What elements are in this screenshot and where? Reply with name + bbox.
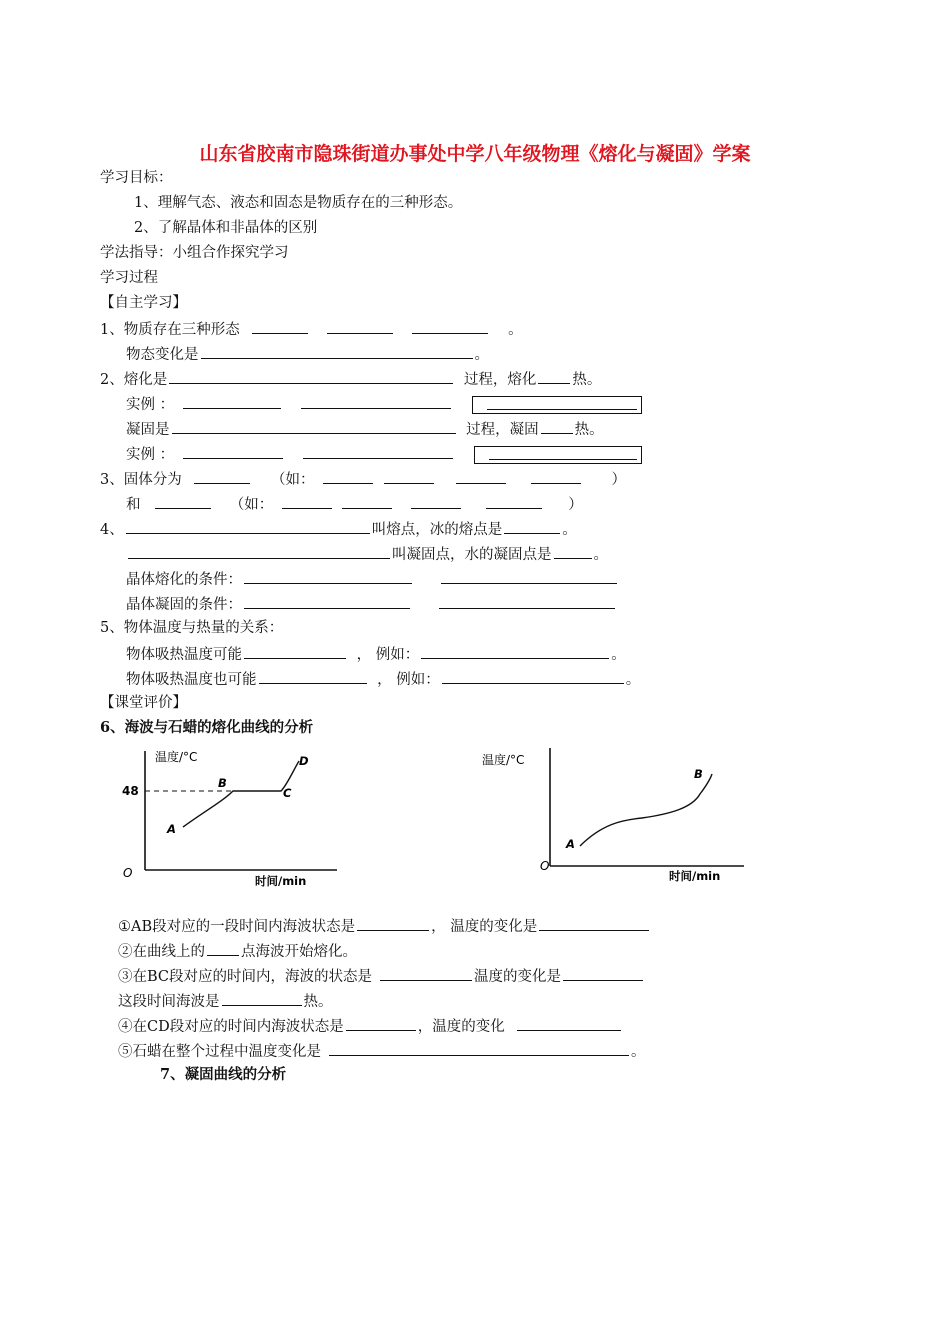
- origin-label: O: [123, 866, 133, 880]
- q1-line2-label: 物态变化是: [126, 347, 199, 363]
- q3-and: 和: [126, 497, 141, 513]
- answer-blank[interactable]: [346, 1015, 416, 1031]
- answer-blank[interactable]: [563, 965, 643, 981]
- q2-solid-label: 凝固是: [126, 422, 170, 438]
- q6-item-3b: [118, 990, 333, 1010]
- q6-item-2-tail: 点海波开始熔化。: [241, 944, 357, 960]
- q5-l2-eg: ， 例如：: [377, 672, 440, 688]
- answer-blank[interactable]: [342, 493, 392, 509]
- answer-blank[interactable]: [538, 368, 570, 384]
- answer-blank[interactable]: [411, 493, 461, 509]
- answer-box[interactable]: [472, 396, 642, 414]
- answer-blank[interactable]: [421, 643, 609, 659]
- answer-blank[interactable]: [554, 543, 592, 559]
- answer-blank[interactable]: [442, 668, 624, 684]
- answer-blank[interactable]: [244, 643, 346, 659]
- q2-melt-line: [100, 368, 601, 388]
- q4-fp-end: 。: [593, 547, 608, 563]
- answer-blank[interactable]: [207, 940, 239, 956]
- answer-blank[interactable]: [357, 915, 429, 931]
- answer-blank[interactable]: [183, 443, 283, 459]
- point-label-c: C: [283, 786, 292, 800]
- q4-cond-solid: [126, 593, 617, 613]
- q4-line2: [126, 543, 608, 563]
- hypo-melting-chart: [115, 745, 355, 890]
- self-study-heading: 【自主学习】: [100, 295, 187, 311]
- q4-cond-melt: [126, 568, 619, 588]
- q4-fp: 叫凝固点，水的凝固点是: [392, 547, 552, 563]
- q2-solid-example: [126, 443, 642, 463]
- q6-item-5-text: ⑤石蜡在整个过程中温度变化是: [118, 1044, 321, 1060]
- answer-blank[interactable]: [380, 965, 472, 981]
- q6-item-1-tail: ， 温度的变化是: [431, 919, 538, 935]
- q6-item-2: [118, 940, 357, 960]
- answer-blank[interactable]: [384, 468, 434, 484]
- point-label-a: A: [566, 837, 575, 851]
- answer-blank[interactable]: [303, 443, 453, 459]
- q2-melt-heat: 热。: [572, 372, 602, 388]
- paraffin-melting-chart: [482, 742, 757, 887]
- q5-text: 5、物体温度与热量的关系：: [100, 620, 284, 636]
- answer-blank[interactable]: [539, 915, 649, 931]
- answer-blank[interactable]: [456, 468, 506, 484]
- objective-2: 2、了解晶体和非晶体的区别: [134, 220, 318, 236]
- example-label: 实例 ：: [126, 447, 175, 463]
- objective-1: 1、理解气态、液态和固态是物质存在的三种形态。: [134, 195, 463, 211]
- q2-solid-heat: 热。: [574, 422, 604, 438]
- q6-item-1-text: ①AB段对应的一段时间内海波状态是: [118, 919, 356, 935]
- point-label-a: A: [167, 822, 176, 836]
- q3-eg: （如：: [270, 472, 315, 488]
- answer-blank[interactable]: [412, 318, 488, 334]
- q5-line2: [126, 668, 640, 688]
- q6-item-3-text: ③在BC段对应的时间内，海波的状态是: [118, 969, 373, 985]
- q6-item-1: [118, 915, 651, 935]
- q6-item-4: [118, 1015, 623, 1035]
- q2-melt-example: [126, 393, 642, 413]
- q6-title: 6、海波与石蜡的熔化曲线的分析: [100, 719, 314, 736]
- q1-line2-end: 。: [474, 347, 489, 363]
- answer-box[interactable]: [474, 446, 642, 464]
- page-title: 山东省胶南市隐珠街道办事处中学八年级物理《熔化与凝固》学案: [199, 143, 751, 165]
- answer-blank[interactable]: [201, 343, 473, 359]
- q4-mp: 叫熔点，冰的熔点是: [371, 522, 503, 538]
- answer-blank[interactable]: [155, 493, 211, 509]
- q5-l1-eg: ， 例如：: [356, 647, 420, 663]
- answer-blank[interactable]: [259, 668, 367, 684]
- answer-blank[interactable]: [194, 468, 250, 484]
- q6-item-4-tail: ，温度的变化: [417, 1019, 505, 1035]
- x-axis-label: 时间/min: [669, 869, 721, 883]
- x-axis-label: 时间/min: [255, 874, 307, 888]
- q2-melt-tail: 过程，熔化: [463, 372, 537, 388]
- answer-blank[interactable]: [128, 543, 390, 559]
- q5-l2: 物体吸热温度也可能: [126, 672, 257, 688]
- cond-solid-label: 晶体凝固的条件：: [126, 597, 242, 613]
- hypo-curve: [183, 761, 299, 827]
- q3-close: ）: [568, 497, 583, 513]
- q3-close: ）: [611, 472, 626, 488]
- q5-line1: [126, 643, 626, 663]
- answer-blank[interactable]: [244, 568, 412, 584]
- q6-item-2-text: ②在曲线上的: [118, 944, 205, 960]
- q1-end: 。: [508, 322, 523, 338]
- answer-blank[interactable]: [222, 990, 302, 1006]
- cond-melt-label: 晶体熔化的条件：: [126, 572, 242, 588]
- answer-blank[interactable]: [441, 568, 617, 584]
- answer-blank[interactable]: [172, 418, 456, 434]
- q5-l1-end: 。: [611, 647, 626, 663]
- q6-item-5: [118, 1040, 646, 1060]
- answer-blank[interactable]: [169, 368, 453, 384]
- q3-line2: [126, 493, 583, 513]
- answer-blank[interactable]: [541, 418, 573, 434]
- point-label-d: D: [299, 754, 309, 768]
- q6-item-5-end: 。: [631, 1044, 646, 1060]
- q4-line1: 4、 叫熔点，冰的熔点是 。: [100, 518, 577, 538]
- q1-line2: [126, 343, 489, 363]
- answer-blank[interactable]: [323, 468, 373, 484]
- objectives-heading: 学习目标：: [100, 170, 173, 186]
- q2-melt-label: 2、熔化是: [100, 372, 168, 388]
- y-axis-label: 温度/°C: [155, 750, 198, 764]
- example-label: 实例 ：: [126, 397, 175, 413]
- q6-item-3b-text: 这段时间海波是: [118, 994, 220, 1010]
- answer-blank[interactable]: [183, 393, 281, 409]
- y-axis-label: 温度/°C: [482, 753, 525, 767]
- answer-blank[interactable]: [126, 518, 370, 534]
- answer-blank[interactable]: [486, 493, 542, 509]
- q3-line: [100, 468, 626, 488]
- q2-solid-line: [126, 418, 604, 438]
- q5-l1: 物体吸热温度可能: [126, 647, 242, 663]
- method-line: 学法指导：小组合作探究学习: [100, 245, 289, 261]
- q1-text: 1、物质存在三种形态: [100, 322, 240, 338]
- q5-l2-end: 。: [625, 672, 641, 688]
- point-label-b: B: [694, 767, 703, 781]
- answer-blank[interactable]: [439, 593, 615, 609]
- origin-label: O: [540, 859, 550, 873]
- q6-item-3: [118, 965, 645, 985]
- q2-solid-tail: 过程，凝固: [466, 422, 539, 438]
- point-label-b: B: [218, 776, 227, 790]
- q3-text: 3、固体分为: [100, 472, 182, 488]
- answer-blank[interactable]: [301, 393, 451, 409]
- answer-blank[interactable]: [252, 318, 308, 334]
- q3-eg2: （如：: [229, 497, 274, 513]
- q6-item-3b-tail: 热。: [303, 994, 333, 1010]
- q4-mp-end: 。: [562, 522, 577, 538]
- paraffin-curve: [580, 774, 712, 846]
- q6-item-3-tail: 温度的变化是: [474, 969, 562, 985]
- answer-blank[interactable]: [504, 518, 560, 534]
- answer-blank[interactable]: [329, 1040, 629, 1056]
- process-heading: 学习过程: [100, 270, 158, 286]
- ytick-label: 48: [122, 784, 139, 798]
- eval-heading: 【课堂评价】: [100, 695, 187, 711]
- q1-line: [100, 318, 523, 338]
- q7-title: 7、凝固曲线的分析: [160, 1066, 287, 1083]
- q6-item-4-text: ④在CD段对应的时间内海波状态是: [118, 1019, 344, 1035]
- answer-blank[interactable]: [517, 1015, 621, 1031]
- answer-blank[interactable]: [531, 468, 581, 484]
- answer-blank[interactable]: [244, 593, 410, 609]
- answer-blank[interactable]: [282, 493, 332, 509]
- answer-blank[interactable]: [327, 318, 393, 334]
